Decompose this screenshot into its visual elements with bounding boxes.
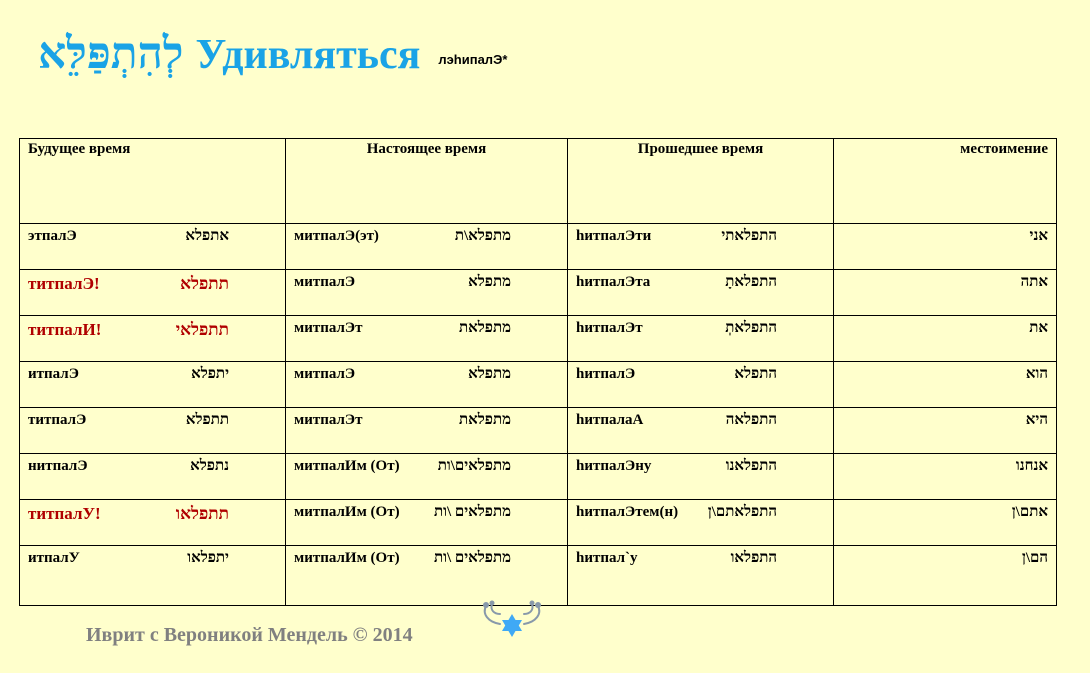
table-row: [20, 362, 1057, 408]
header-pronoun: местоимение: [834, 139, 1057, 224]
pronoun-cell: הם\ן: [834, 546, 1057, 606]
past-cell: [568, 362, 834, 408]
present-hebrew: מתפלא: [468, 274, 511, 290]
header-future: Будущее время: [20, 139, 286, 224]
present-hebrew: מתפלאים \ות: [433, 504, 511, 520]
past-cell: [568, 546, 834, 606]
present-cell: [286, 546, 568, 606]
past-hebrew: התפלאו: [730, 550, 777, 566]
table-row: [20, 224, 1057, 270]
future-cell: [20, 500, 286, 546]
present-cell: [286, 408, 568, 454]
future-transliteration: этпалЭ: [28, 228, 77, 244]
table-row: [20, 500, 1057, 546]
past-hebrew: התפלאתי: [721, 228, 777, 244]
table-row: [20, 408, 1057, 454]
present-cell: [286, 500, 568, 546]
title-transliteration: лэhипалЭ*: [438, 52, 508, 67]
past-hebrew: התפלאתְ: [725, 320, 777, 336]
footer-copyright: Иврит с Вероникой Мендель © 2014: [86, 624, 413, 646]
present-hebrew: מתפלאת: [459, 320, 511, 336]
present-transliteration: митпалИм (От): [294, 458, 400, 474]
future-cell: [20, 362, 286, 408]
present-cell: [286, 362, 568, 408]
future-cell: [20, 408, 286, 454]
table-row: [20, 454, 1057, 500]
present-transliteration: митпалЭт: [294, 320, 363, 336]
present-transliteration: митпалЭт: [294, 412, 363, 428]
present-hebrew: מתפלאים \ות: [433, 550, 511, 566]
present-transliteration: митпалЭ(эт): [294, 228, 379, 244]
pronoun-cell: את: [834, 316, 1057, 362]
future-transliteration: титпалУ!: [28, 504, 101, 523]
future-transliteration: титпалИ!: [28, 320, 102, 339]
past-cell: [568, 316, 834, 362]
present-transliteration: митпалЭ: [294, 274, 356, 290]
future-cell: [20, 270, 286, 316]
future-cell: [20, 546, 286, 606]
header-past: Прошедшее время: [568, 139, 834, 224]
present-hebrew: מתפלאים\ות: [437, 458, 511, 474]
page-title: [38, 28, 507, 88]
present-hebrew: מתפלא\ת: [454, 228, 511, 244]
present-cell: [286, 224, 568, 270]
present-cell: [286, 316, 568, 362]
title-russian: Удивляться: [195, 32, 421, 78]
pronoun-cell: אתם\ן: [834, 500, 1057, 546]
past-cell: [568, 270, 834, 316]
future-transliteration: нитпалЭ: [28, 458, 88, 474]
future-hebrew: אתפלא: [185, 228, 229, 244]
present-transliteration: митпалИм (От): [294, 504, 400, 520]
star-of-david-icon: [478, 600, 546, 644]
past-transliteration: hитпалЭт: [576, 320, 643, 336]
present-cell: [286, 270, 568, 316]
past-hebrew: התפלאה: [725, 412, 777, 428]
past-hebrew: התפלאתָ: [725, 274, 777, 290]
past-transliteration: hитпал`у: [576, 550, 638, 566]
past-cell: [568, 224, 834, 270]
present-hebrew: מתפלא: [468, 366, 511, 382]
present-transliteration: митпалЭ: [294, 366, 356, 382]
pronoun-cell: הוא: [834, 362, 1057, 408]
past-cell: [568, 500, 834, 546]
past-transliteration: hитпалЭну: [576, 458, 652, 474]
past-cell: [568, 454, 834, 500]
pronoun-cell: אנחנו: [834, 454, 1057, 500]
past-hebrew: התפלא: [734, 366, 777, 382]
future-hebrew: יתפלא: [191, 366, 229, 382]
future-transliteration: итпалУ: [28, 550, 80, 566]
past-transliteration: hитпалЭтем(н): [576, 504, 679, 520]
table-row: [20, 546, 1057, 606]
present-transliteration: митпалИм (От): [294, 550, 400, 566]
future-hebrew: תתפלאי: [175, 320, 229, 339]
header-present: Настоящее время: [286, 139, 568, 224]
header-row: [20, 139, 1057, 224]
past-hebrew: התפלאתם\ן: [707, 504, 777, 520]
future-hebrew: תתפלא: [180, 274, 229, 293]
table-row: [20, 316, 1057, 362]
future-transliteration: титпалЭ: [28, 412, 87, 428]
pronoun-cell: אתה: [834, 270, 1057, 316]
present-cell: [286, 454, 568, 500]
future-hebrew: תתפלאו: [175, 504, 229, 523]
future-cell: [20, 454, 286, 500]
future-hebrew: תתפלא: [185, 412, 229, 428]
past-transliteration: hитпалЭ: [576, 366, 636, 382]
past-transliteration: hитпалаА: [576, 412, 644, 428]
title-hebrew: לְהִתְפַּלֵּא: [38, 28, 184, 79]
past-transliteration: hитпалЭти: [576, 228, 652, 244]
future-hebrew: יתפלאו: [187, 550, 229, 566]
future-hebrew: נתפלא: [190, 458, 229, 474]
future-transliteration: титпалЭ!: [28, 274, 100, 293]
past-transliteration: hитпалЭта: [576, 274, 651, 290]
past-cell: [568, 408, 834, 454]
future-cell: [20, 316, 286, 362]
past-hebrew: התפלאנו: [725, 458, 777, 474]
pronoun-cell: היא: [834, 408, 1057, 454]
table-row: [20, 270, 1057, 316]
future-transliteration: итпалЭ: [28, 366, 79, 382]
present-hebrew: מתפלאת: [459, 412, 511, 428]
future-cell: [20, 224, 286, 270]
pronoun-cell: אני: [834, 224, 1057, 270]
conjugation-table: [19, 138, 1057, 606]
